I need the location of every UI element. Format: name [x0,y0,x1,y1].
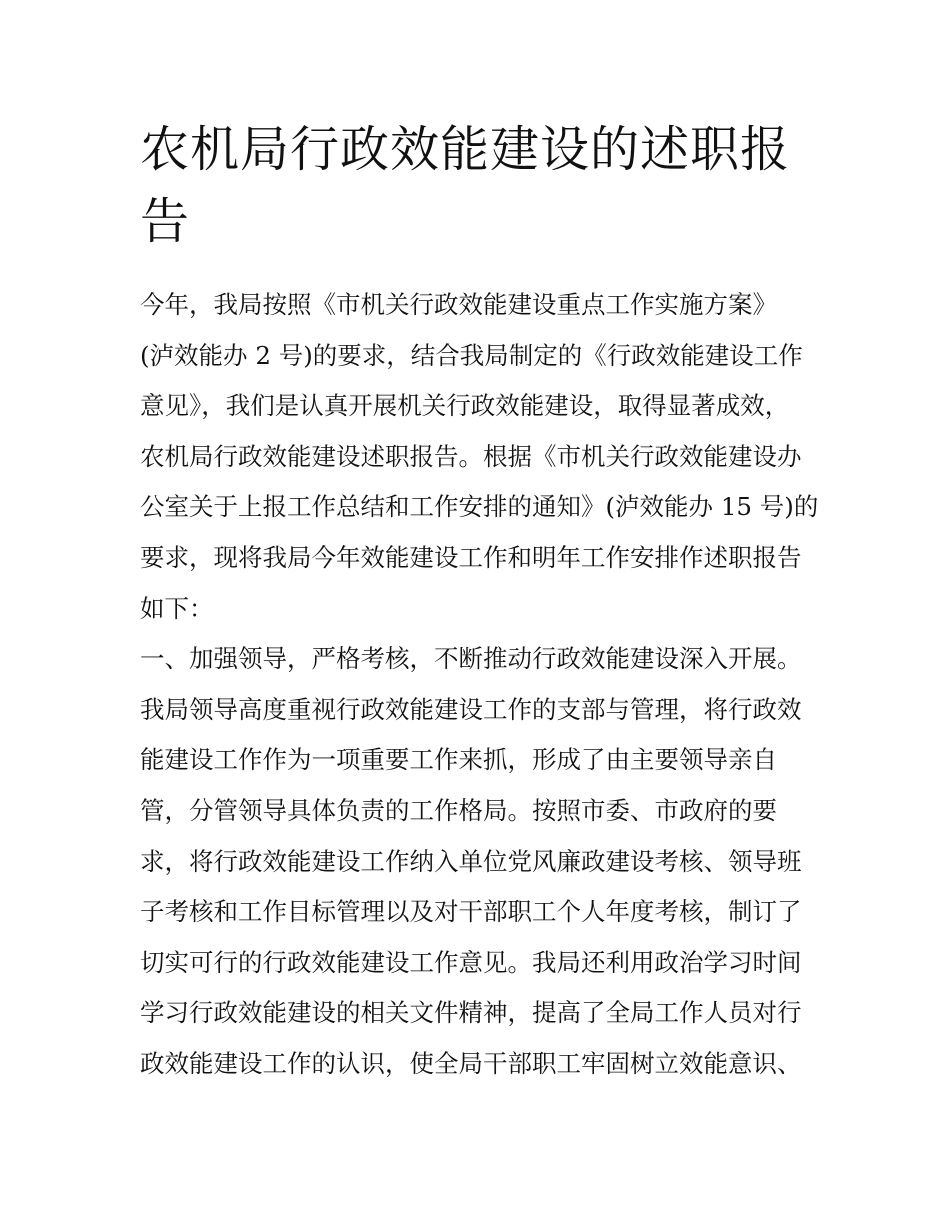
paragraph-line: 我局领导高度重视行政效能建设工作的支部与管理，将行政效 [140,694,802,724]
paragraph-line: 如下： [140,593,214,623]
paragraph-line: 管，分管领导具体负责的工作格局。按照市委、市政府的要 [140,795,777,825]
paragraph-line: 要求，现将我局今年效能建设工作和明年工作安排作述职报告 [140,542,802,572]
paragraph-line: (泸效能办 2 号)的要求，结合我局制定的《行政效能建设工作 [140,340,803,370]
paragraph-line: 公室关于上报工作总结和工作安排的通知》(泸效能办 15 号)的 [140,492,819,522]
paragraph-line: 学习行政效能建设的相关文件精神，提高了全局工作人员对行 [140,998,802,1028]
paragraph-line: 今年，我局按照《市机关行政效能建设重点工作实施方案》 [140,290,777,319]
paragraph-line: 能建设工作作为一项重要工作来抓，形成了由主要领导亲自 [140,745,777,775]
paragraph-line: 切实可行的行政效能建设工作意见。我局还利用政治学习时间 [140,947,802,977]
paragraph-line: 求，将行政效能建设工作纳入单位党风廉政建设考核、领导班 [140,846,802,876]
paragraph-line: 政效能建设工作的认识，使全局干部职工牢固树立效能意识、 [140,1048,802,1078]
paragraph-line: 子考核和工作目标管理以及对干部职工个人年度考核，制订了 [140,897,802,927]
paragraph-line: 农机局行政效能建设述职报告。根据《市机关行政效能建设办 [140,441,802,471]
document-body [140,280,820,1090]
title-line: 告 [140,193,191,250]
document-title [140,114,812,258]
title-line: 农机局行政效能建设的述职报 [140,121,791,178]
section-heading-line: 一、加强领导，严格考核，不断推动行政效能建设深入开展。 [140,644,802,674]
paragraph-line: 意见》，我们是认真开展机关行政效能建设，取得显著成效， [140,391,790,421]
